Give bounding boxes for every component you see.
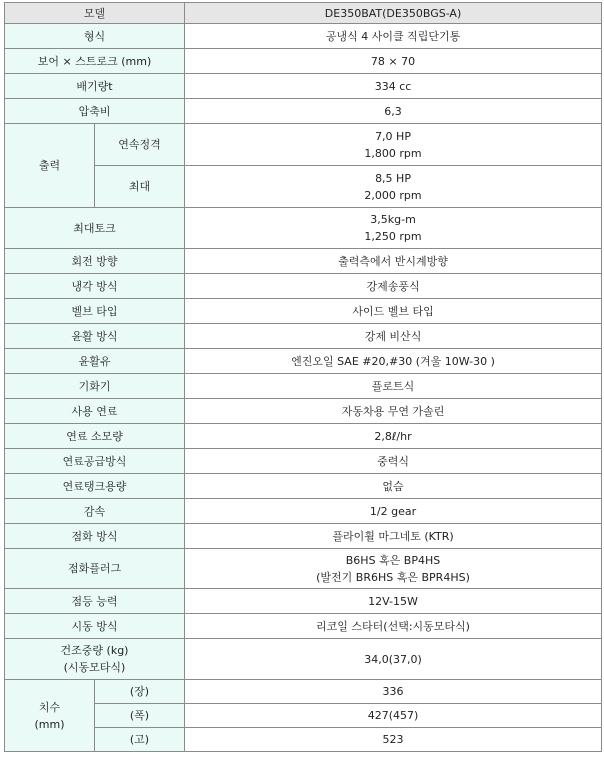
row-value: 공냉식 4 사이클 직립단기통 [185,24,602,49]
table-row [5,524,602,549]
row-value: 없슴 [185,474,602,499]
table-header-row [5,3,602,24]
torque-label: 최대토크 [5,208,185,249]
table-row [5,166,602,208]
row-label: 연료공급방식 [5,449,185,474]
header-value: DE350BAT(DE350BGS-A) [185,3,602,24]
table-row [5,589,602,614]
table-row [5,474,602,499]
row-label: 형식 [5,24,185,49]
table-row [5,349,602,374]
spark-plug-label: 점화플러그 [5,549,185,589]
table-row [5,449,602,474]
row-value: 12V-15W [185,589,602,614]
dimensions-label: 치수 (mm) [5,680,95,752]
table-row [5,299,602,324]
row-value: 6,3 [185,99,602,124]
table-row [5,124,602,166]
dimension-height-label: (고) [95,728,185,752]
row-label: 배기량t [5,74,185,99]
torque-value: 3,5kg-m 1,250 rpm [185,208,602,249]
row-value: 334 cc [185,74,602,99]
table-row [5,374,602,399]
row-value: 1/2 gear [185,499,602,524]
table-row [5,499,602,524]
row-label: 보어 × 스트로크 (mm) [5,49,185,74]
row-value: 강제송풍식 [185,274,602,299]
row-label: 사용 연료 [5,399,185,424]
output-max-label: 최대 [95,166,185,208]
row-value: 리코일 스타터(선택:시동모타식) [185,614,602,639]
row-value: 플라이휠 마그네토 (KTR) [185,524,602,549]
spec-table [4,2,602,752]
row-value: 중력식 [185,449,602,474]
table-row [5,208,602,249]
table-row [5,549,602,589]
row-label: 압축비 [5,99,185,124]
dimension-width-label: (폭) [95,704,185,728]
row-label: 윤활 방식 [5,324,185,349]
weight-label: 건조중량 (kg) (시동모타식) [5,639,185,680]
row-label: 냉각 방식 [5,274,185,299]
table-row [5,704,602,728]
row-value: 사이드 벨브 타입 [185,299,602,324]
output-rated-value: 7,0 HP 1,800 rpm [185,124,602,166]
row-label: 점등 능력 [5,589,185,614]
header-label: 모델 [5,3,185,24]
row-label: 회전 방향 [5,249,185,274]
table-row [5,639,602,680]
row-label: 윤활유 [5,349,185,374]
dimension-width-value: 427(457) [185,704,602,728]
table-row [5,24,602,49]
row-value: 자동차용 무연 가솔린 [185,399,602,424]
row-value: 출력측에서 반시계방향 [185,249,602,274]
spark-plug-value: B6HS 혹은 BP4HS (발전기 BR6HS 혹은 BPR4HS) [185,549,602,589]
table-row [5,614,602,639]
dimension-height-value: 523 [185,728,602,752]
row-label: 벨브 타입 [5,299,185,324]
row-label: 점화 방식 [5,524,185,549]
table-row [5,424,602,449]
row-label: 시동 방식 [5,614,185,639]
table-row [5,249,602,274]
output-rated-label: 연속정격 [95,124,185,166]
table-row [5,399,602,424]
row-label: 연료 소모량 [5,424,185,449]
table-row [5,324,602,349]
dimension-length-value: 336 [185,680,602,704]
row-value: 엔진오일 SAE #20,#30 (겨울 10W-30 ) [185,349,602,374]
row-label: 감속 [5,499,185,524]
weight-value: 34,0(37,0) [185,639,602,680]
table-row [5,274,602,299]
row-label: 연료탱크용량 [5,474,185,499]
row-value: 강제 비산식 [185,324,602,349]
row-value: 2,8ℓ/hr [185,424,602,449]
table-row [5,49,602,74]
output-max-value: 8,5 HP 2,000 rpm [185,166,602,208]
row-value: 78 × 70 [185,49,602,74]
output-label: 출력 [5,124,95,208]
row-label: 기화기 [5,374,185,399]
dimension-length-label: (장) [95,680,185,704]
table-row [5,74,602,99]
table-row [5,680,602,704]
table-row [5,728,602,752]
row-value: 플로트식 [185,374,602,399]
table-row [5,99,602,124]
